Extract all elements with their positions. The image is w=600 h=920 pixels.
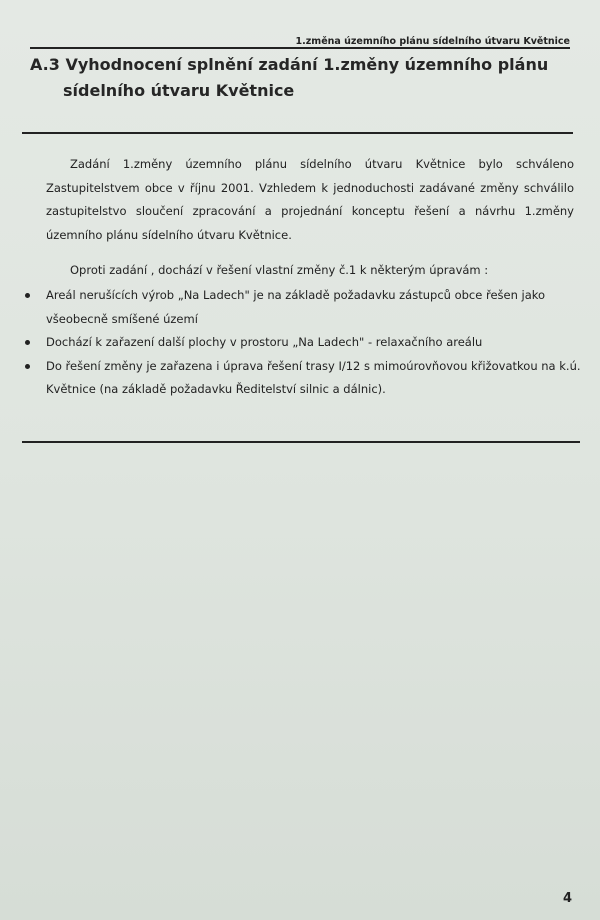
section-number: A.3 <box>30 55 60 74</box>
list-item <box>22 331 582 355</box>
list-item <box>22 284 582 331</box>
bullet-icon <box>25 293 30 298</box>
section-divider <box>22 132 573 134</box>
section-title-line2: sídelního útvaru Květnice <box>63 81 295 100</box>
section-title-line1: Vyhodnocení splnění zadání 1.změny územního plánu <box>65 55 549 74</box>
changes-list <box>22 284 582 402</box>
bullet-icon <box>25 364 30 369</box>
running-header: 1.změna územního plánu sídelního útvaru Květnice <box>295 36 570 47</box>
bullet-icon <box>25 340 30 345</box>
bottom-rule <box>22 441 580 443</box>
page-number: 4 <box>562 891 572 906</box>
list-item-text: Areál nerušících výrob „Na Ladech" je na základě požadavku zástupců obce řešen jako všeobecně smíšené území <box>46 288 546 326</box>
paragraph-changes-lead: Oproti zadání , dochází v řešení vlastní změny č.1 k některým úpravám : <box>70 263 489 277</box>
paragraph-intro: Zadání 1.změny územního plánu sídelního útvaru Květnice bylo schváleno Zastupitelstvem obce v říjnu 2001. Vzhledem k jednoduchosti zadávané změny schválilo zastupitelstvo sloučení zpracování a projednání konceptu řešení a návrhu 1.změny územního plánu sídelního útvaru Květnice. <box>46 157 574 242</box>
section-title <box>30 52 550 104</box>
list-item-text: Do řešení změny je zařazena i úprava řešení trasy I/12 s mimoúrovňovou křižovatkou na k.ú. Květnice (na základě požadavku Ředitelství silnic a dálnic). <box>46 358 581 396</box>
list-item-text: Dochází k zařazení další plochy v prostoru „Na Ladech" - relaxačního areálu <box>46 335 483 349</box>
list-item <box>22 355 582 402</box>
header-rule <box>30 47 570 49</box>
